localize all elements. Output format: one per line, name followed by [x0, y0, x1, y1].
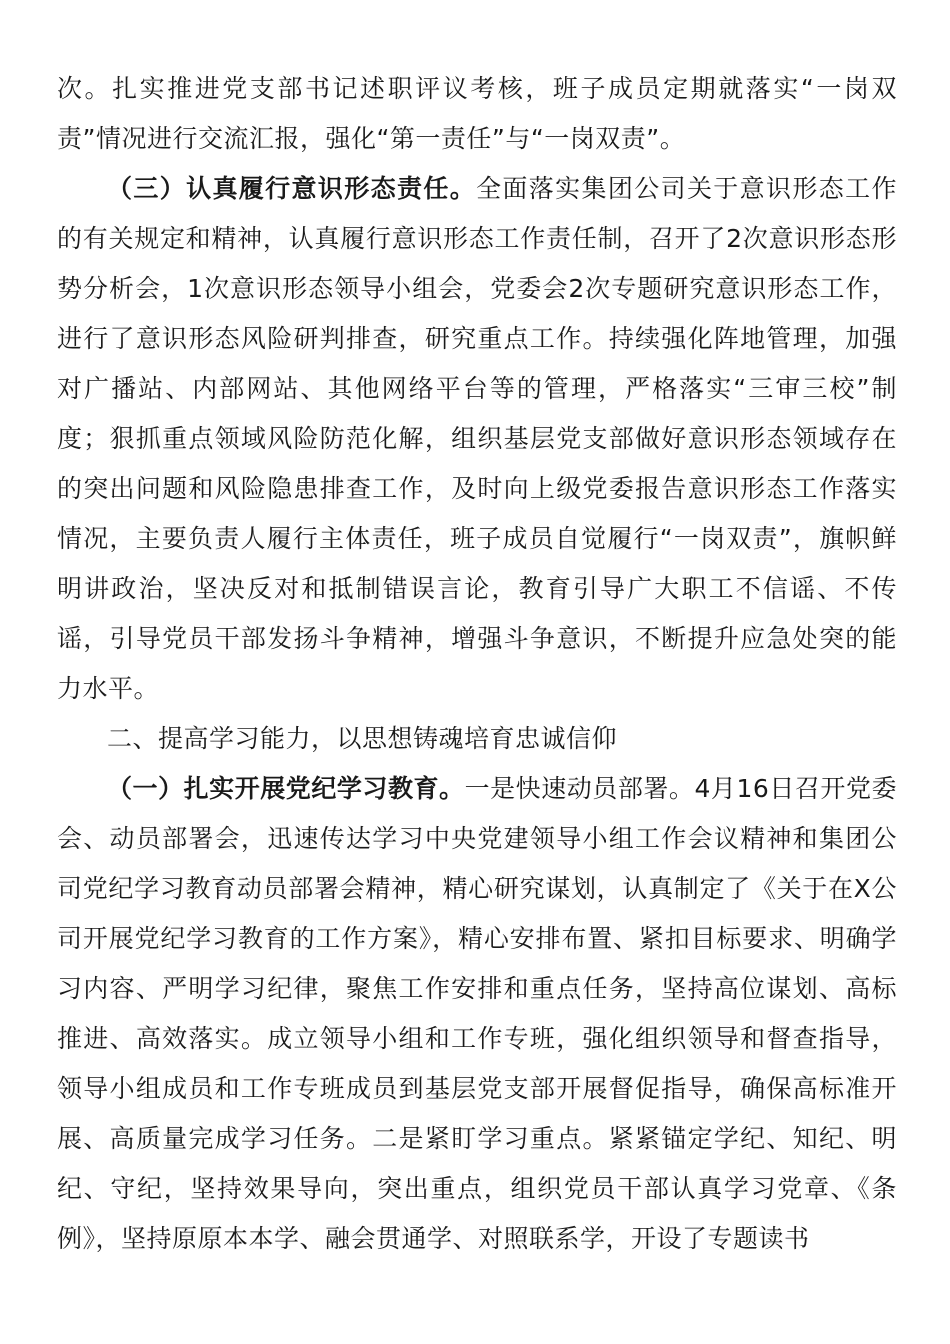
document-body — [57, 64, 897, 1264]
paragraph-section-1 — [57, 764, 897, 1264]
paragraph-text: 全面落实集团公司关于意识形态工作的有关规定和精神，认真履行意识形态工作责任制，召开了2次意识形态形势分析会，1次意识形态领导小组会，党委会2次专题研究意识形态工作，进行了意识形态风险研判排查，研究重点工作。持续强化阵地管理，加强对广播站、内部网站、其他网络平台等的管理，严格落实“三审三校”制度；狠抓重点领域风险防范化解，组织基层党支部做好意识形态领域存在的突出问题和风险隐患排查工作，及时向上级党委报告意识形态工作落实情况，主要负责人履行主体责任，班子成员自觉履行“一岗双责”，旗帜鲜明讲政治，坚决反对和抵制错误言论，教育引导广大职工不信谣、不传谣，引导党员干部发扬斗争精神，增强斗争意识，不断提升应急处突的能力水平。 — [57, 174, 897, 703]
chapter-title: 二、提高学习能力，以思想铸魂培育忠诚信仰 — [107, 724, 618, 753]
paragraph-section-3 — [57, 164, 897, 714]
paragraph-continuation — [57, 64, 897, 164]
paragraph-text: 一是快速动员部署。4月16日召开党委会、动员部署会，迅速传达学习中央党建领导小组工作会议精神和集团公司党纪学习教育动员部署会精神，精心研究谋划，认真制定了《关于在X公司开展党纪学习教育的工作方案》，精心安排布置、紧扣目标要求、明确学习内容、严明学习纪律，聚焦工作安排和重点任务，坚持高位谋划、高标推进、高效落实。成立领导小组和工作专班，强化组织领导和督查指导，领导小组成员和工作专班成员到基层党支部开展督促指导，确保高标准开展、高质量完成学习任务。二是紧盯学习重点。紧紧锚定学纪、知纪、明纪、守纪，坚持效果导向，突出重点，组织党员干部认真学习党章、《条例》，坚持原原本本学、融会贯通学、对照联系学，开设了专题读书 — [57, 774, 897, 1253]
section-heading: （三）认真履行意识形态责任。 — [107, 174, 477, 203]
section-heading: （一）扎实开展党纪学习教育。 — [107, 774, 465, 803]
chapter-heading-2 — [57, 714, 897, 764]
paragraph-text: 次。扎实推进党支部书记述职评议考核，班子成员定期就落实“一岗双责”情况进行交流汇报，强化“第一责任”与“一岗双责”。 — [57, 74, 897, 153]
